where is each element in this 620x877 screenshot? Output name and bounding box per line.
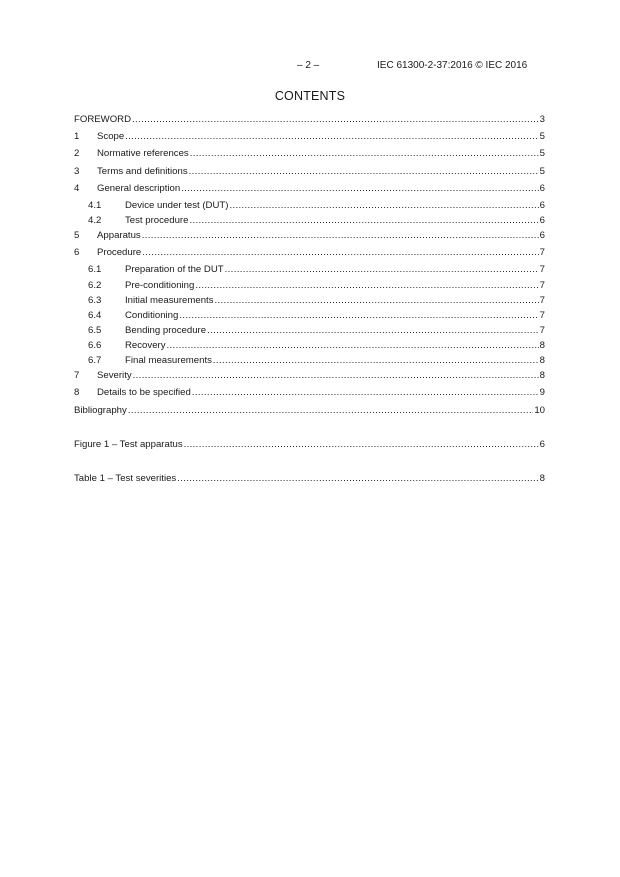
dot-leader [195,279,538,292]
dot-leader [213,354,539,367]
dot-leader [142,246,538,259]
toc-entry-number: 6.5 [88,325,102,336]
toc-entry-label: Bibliography [74,405,127,416]
toc-entry-label: Procedure [97,247,142,258]
toc-entry-details-to-be-specified[interactable] [74,386,545,399]
toc-entry-recovery[interactable] [74,339,545,352]
toc-entry-number: 7 [74,370,80,381]
standard-identifier: IEC 61300-2-37:2016 © IEC 2016 [377,60,528,71]
toc-entry-label: FOREWORD [74,114,132,125]
toc-entry-preparation-of-dut[interactable] [74,263,545,276]
toc-entry-number: 2 [74,148,80,159]
toc-entry-bibliography[interactable] [74,404,545,417]
figure-entry-page: 6 [539,439,545,450]
toc-entry-label: Test procedure [125,215,189,226]
toc-entry-label: Details to be specified [97,387,191,398]
dot-leader [192,386,539,399]
toc-entry-page: 7 [539,264,545,275]
dot-leader [184,438,539,451]
dot-leader [189,165,539,178]
toc-entry-number: 1 [74,131,80,142]
page-header [0,60,620,74]
toc-entry-page: 8 [539,340,545,351]
list-of-tables-entry[interactable] [74,472,545,485]
toc-entry-page: 9 [539,387,545,398]
toc-entry-number: 3 [74,166,80,177]
toc-entry-page: 7 [539,295,545,306]
toc-entry-number: 4 [74,183,80,194]
toc-entry-severity[interactable] [74,369,545,382]
toc-entry-label: Recovery [125,340,166,351]
dot-leader [177,472,538,485]
dot-leader [132,113,539,126]
toc-entry-number: 6.4 [88,310,102,321]
toc-entry-page: 8 [539,355,545,366]
toc-entry-number: 6 [74,247,80,258]
page-number: – 2 – [297,60,320,71]
toc-entry-number: 6.6 [88,340,102,351]
toc-entry-label: Terms and definitions [97,166,188,177]
toc-entry-general-description[interactable] [74,182,545,195]
contents-title: CONTENTS [274,89,346,103]
toc-entry-number: 6.2 [88,280,102,291]
toc-entry-page: 6 [539,200,545,211]
toc-entry-number: 4.1 [88,200,102,211]
toc-entry-number: 6.3 [88,295,102,306]
dot-leader [229,199,538,212]
toc-entry-label: Final measurements [125,355,212,366]
toc-entry-final-measurements[interactable] [74,354,545,367]
toc-entry-number: 6.7 [88,355,102,366]
toc-entry-normative-references[interactable] [74,147,545,160]
toc-entry-label: Scope [97,131,125,142]
list-of-figures-entry[interactable] [74,438,545,451]
dot-leader [167,339,539,352]
dot-leader [133,369,539,382]
dot-leader [181,182,538,195]
toc-entry-label: Apparatus [97,230,141,241]
toc-entry-page: 5 [539,131,545,142]
toc-entry-number: 5 [74,230,80,241]
toc-entry-page: 7 [539,325,545,336]
toc-entry-label: Severity [97,370,132,381]
toc-entry-conditioning[interactable] [74,309,545,322]
table-entry-page: 8 [539,473,545,484]
table-entry-label: Table 1 – Test severities [74,473,177,484]
toc-entry-label: Preparation of the DUT [125,264,224,275]
toc-entry-test-procedure[interactable] [74,214,545,227]
toc-entry-pre-conditioning[interactable] [74,279,545,292]
toc-entry-number: 6.1 [88,264,102,275]
toc-entry-page: 6 [539,230,545,241]
toc-entry-label: Initial measurements [125,295,214,306]
toc-entry-number: 4.2 [88,215,102,226]
toc-entry-page: 8 [539,370,545,381]
dot-leader [190,147,539,160]
figure-entry-label: Figure 1 – Test apparatus [74,439,183,450]
dot-leader [179,309,538,322]
toc-entry-scope[interactable] [74,130,545,143]
toc-entry-page: 10 [534,405,545,416]
toc-entry-label: Bending procedure [125,325,207,336]
toc-entry-page: 5 [539,166,545,177]
toc-entry-procedure[interactable] [74,246,545,259]
toc-entry-page: 6 [539,215,545,226]
toc-entry-label: Pre-conditioning [125,280,195,291]
toc-entry-page: 7 [539,310,545,321]
toc-entry-label: General description [97,183,181,194]
toc-entry-terms-and-definitions[interactable] [74,165,545,178]
toc-entry-number: 8 [74,387,80,398]
toc-entry-initial-measurements[interactable] [74,294,545,307]
toc-entry-label: Normative references [97,148,189,159]
dot-leader [225,263,539,276]
toc-entry-page: 5 [539,148,545,159]
dot-leader [128,404,534,417]
dot-leader [207,324,539,337]
toc-entry-page: 7 [539,280,545,291]
toc-entry-apparatus[interactable] [74,229,545,242]
toc-entry-foreword[interactable] [74,113,545,126]
toc-entry-bending-procedure[interactable] [74,324,545,337]
toc-entry-label: Conditioning [125,310,179,321]
dot-leader [142,229,539,242]
toc-entry-page: 7 [539,247,545,258]
toc-entry-page: 3 [539,114,545,125]
dot-leader [215,294,539,307]
toc-entry-label: Device under test (DUT) [125,200,229,211]
dot-leader [189,214,538,227]
dot-leader [125,130,538,143]
toc-entry-device-under-test[interactable] [74,199,545,212]
toc-entry-page: 6 [539,183,545,194]
